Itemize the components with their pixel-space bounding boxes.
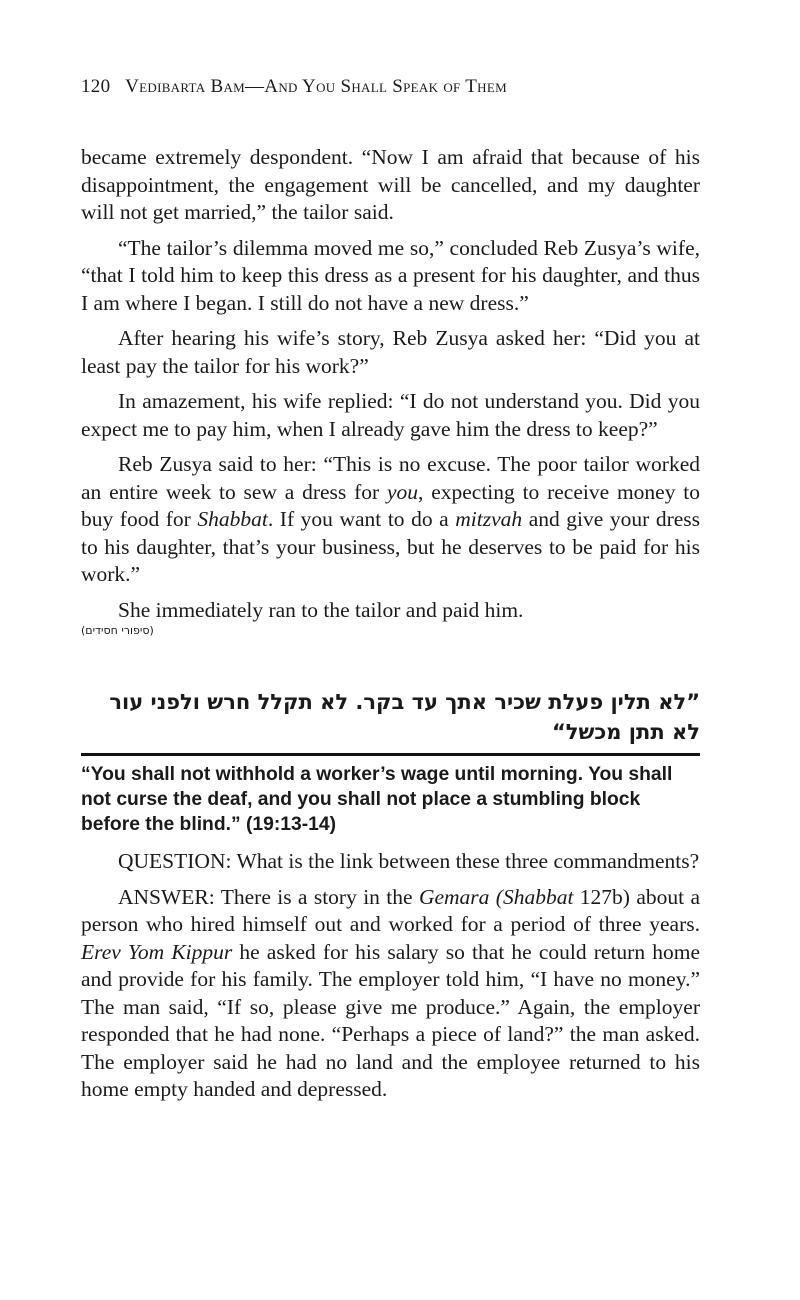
text-run: Reb Zusya said to her: “This is no excuse. The poor tailor worked an entire week to sew a dress for — [81, 452, 700, 504]
italic-term: mitzvah — [455, 507, 523, 531]
running-head — [81, 76, 700, 98]
italic-term: Erev Yom Kippur — [81, 939, 233, 964]
text-run: 127b) about a person who hired himself out and worked for a period of three years. — [81, 884, 700, 936]
text-run: ANSWER: There is a story in the — [118, 884, 419, 909]
text-run: and give your dress to his daughter, that’s your business, but he deserves to be paid for his work.” — [81, 507, 701, 586]
paragraph — [81, 451, 700, 589]
english-verse-heading: “You shall not withhold a worker’s wage until morning. You shall not curse the deaf, and you shall not place a stumbling block before the blind.” (19:13-14) — [81, 764, 673, 835]
text-run: he asked for his salary so that he could return home and provide for his family. The employer told him, “I have no money.” The man said, “If so, please give me produce.” Again, the employer responded that he had none. “Perhaps a piece of land?” the man asked. The employer said he had no land and the employee returned to his home empty handed and depressed. — [81, 939, 700, 1101]
italic-term: Shabbat — [197, 507, 268, 531]
source-citation: (סיפורי חסידים) — [81, 624, 154, 637]
hebrew-verse-heading: ”לא תלין פעלת שכיר אתך עד בקר. לא תקלל חרש ולפני עור לא תתן מכשל“ — [109, 690, 700, 744]
question-paragraph: QUESTION: What is the link between these three commandments? — [118, 849, 700, 873]
page-number: 120 — [81, 76, 111, 97]
text-run: . If you want to do a — [267, 507, 456, 531]
paragraph: In amazement, his wife replied: “I do not understand you. Did you expect me to pay him, when I already gave him the dress to keep?” — [81, 389, 700, 441]
answer-paragraph — [81, 884, 700, 1104]
paragraph: “The tailor’s dilemma moved me so,” concluded Reb Zusya’s wife, “that I told him to keep this dress as a present for his daughter, and thus I am where I began. I still do not have a new dress.” — [81, 235, 700, 315]
italic-term: you — [386, 479, 419, 504]
heading-divider — [81, 753, 700, 756]
book-title: Vedibarta Bam—And You Shall Speak of Them — [125, 76, 507, 97]
italic-term: Gemara (Shabbat — [418, 884, 574, 909]
book-page — [81, 76, 700, 1112]
text-run: , expecting to receive money to buy food for — [81, 479, 700, 531]
paragraph: became extremely despondent. “Now I am afraid that because of his disappointment, the engagement will be cancelled, and my daughter will not get married,” the tailor said. — [81, 145, 700, 224]
paragraph: She immediately ran to the tailor and paid him. — [118, 597, 524, 622]
paragraph: After hearing his wife’s story, Reb Zusya asked her: “Did you at least pay the tailor for his work?” — [81, 326, 700, 378]
